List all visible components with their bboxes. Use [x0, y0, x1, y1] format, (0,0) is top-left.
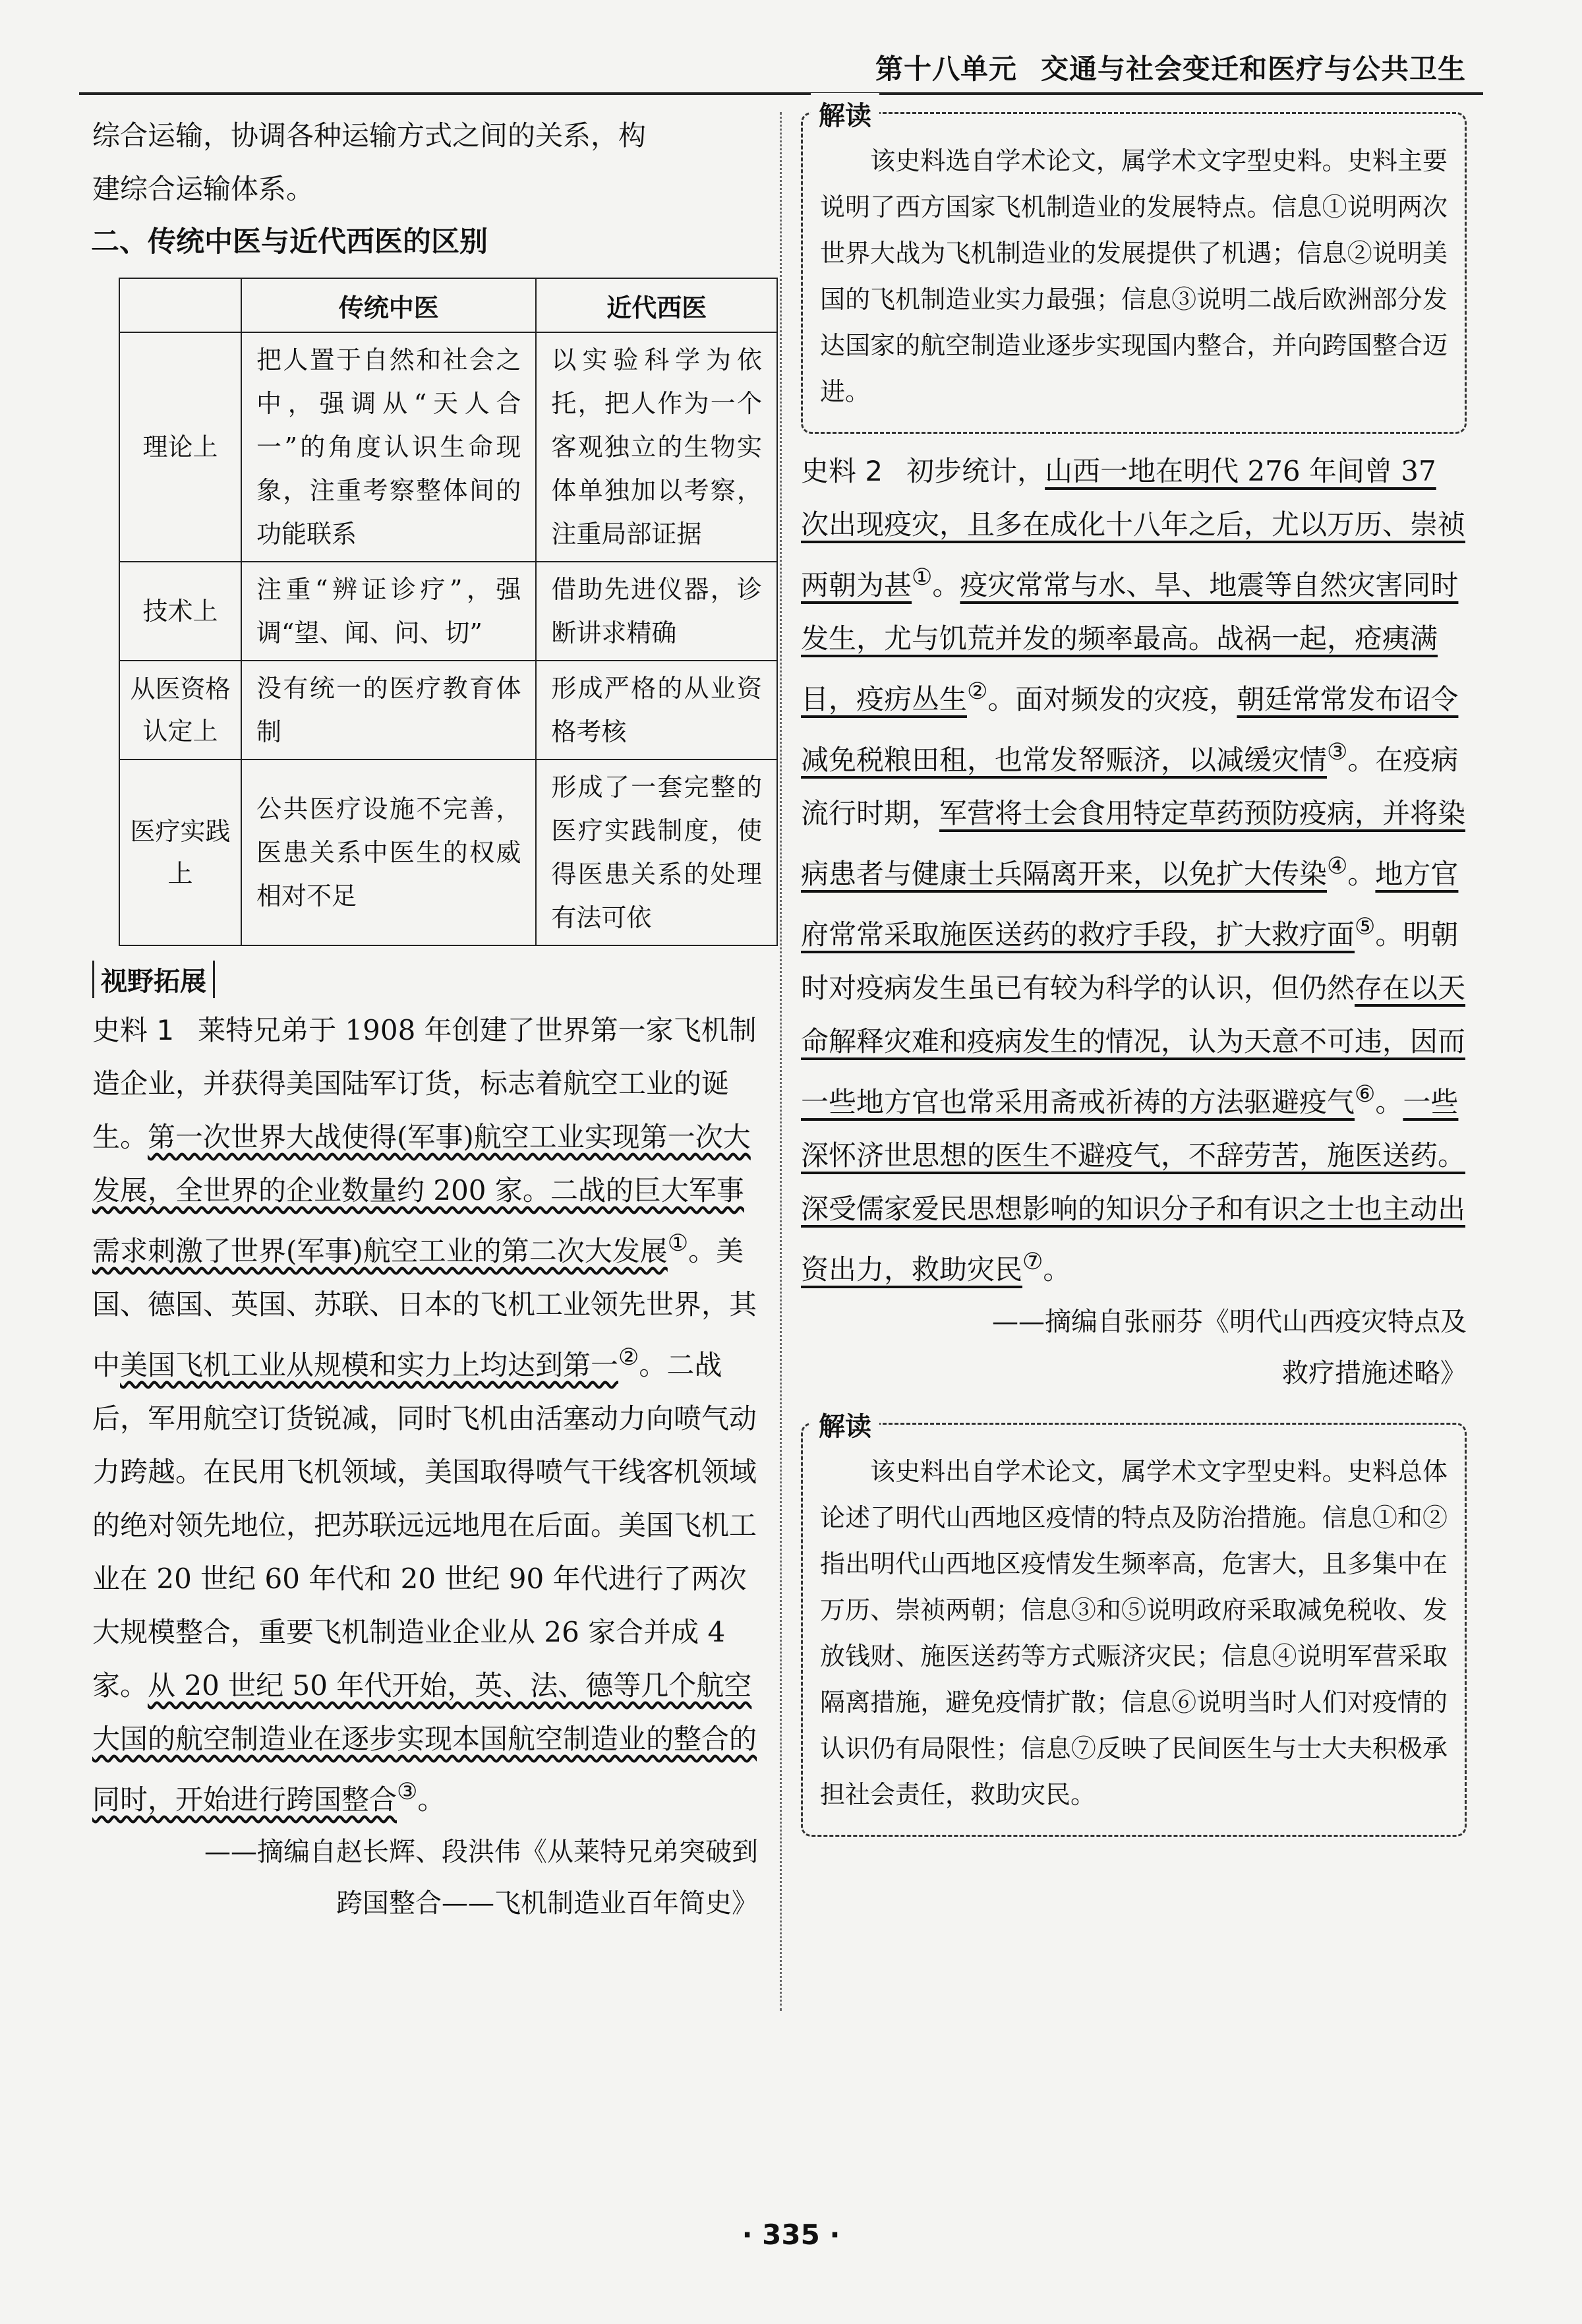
source-line: 跨国整合——飞机制造业百年简史》: [336, 1888, 758, 1919]
m2-text: 。在疫病流行时期，: [801, 744, 1459, 829]
comparison-table: [119, 278, 778, 946]
m2-highlight: 山西一地在明代 276 年间曾 37 次出现疫灾，且多在成化十八年之后，尤以万历、崇祯两朝为甚: [801, 455, 1466, 601]
note-mark: ⑥: [1355, 1081, 1376, 1108]
table-row: [119, 760, 777, 945]
note-mark: ⑤: [1355, 914, 1376, 940]
western-cell: 形成严格的从业资格考核: [536, 661, 777, 760]
m1-text: 。美国、德国、英国、苏联、日本的飞机工业领先世界，其中: [92, 1235, 757, 1381]
m2-text: 。面对频发的灾疫，: [987, 683, 1237, 715]
row-label: 理论上: [119, 332, 241, 562]
section-title: 二、传统中医与近代西医的区别: [91, 225, 488, 258]
header-rule: [79, 92, 1483, 95]
running-header: [875, 47, 1466, 87]
m2-text: 。: [1375, 1086, 1403, 1118]
expand-tag: 视野拓展: [92, 961, 215, 998]
m2-text: 。: [1347, 858, 1376, 890]
western-cell: 形成了一套完整的医疗实践制度，使得医患关系的处理有法可依: [536, 760, 777, 945]
col-header-western: 近代西医: [536, 278, 777, 332]
unit-label: 第十八单元: [875, 53, 1017, 85]
source-line: ——摘编自赵长辉、段洪伟《从莱特兄弟突破到: [204, 1837, 758, 1867]
interpretation-box-1: [801, 101, 1467, 434]
m1-text: 。二战后，军用航空订货锐减，同时飞机由活塞动力向喷气动力跨越。在民用飞机领域，美国取得喷气干线客机领域的绝对领先地位，把苏联远远地甩在后面。美国飞机工业在 20 世纪 60 年代和 20 世纪 90 年代进行了两次大规模整合，重要飞机制造业企业从 26 家合并成 4 家。: [92, 1349, 757, 1702]
interpretation-text: 该史料选自学术论文，属学术文字型史料。史料主要说明了西方国家飞机制造业的发展特点。信息①说明两次世界大战为飞机制造业的发展提供了机遇；信息②说明美国的飞机制造业实力最强；信息③说明二战后欧洲部分发达国家的航空制造业逐步实现国内整合，并向跨国整合迈进。: [820, 146, 1448, 406]
material-2: [801, 444, 1467, 1296]
western-cell: 以实验科学为依托，把人作为一个客观独立的生物实体单独加以考察，注重局部证据: [536, 332, 777, 562]
m2-text: 。: [1043, 1253, 1071, 1286]
right-column: [801, 101, 1467, 1837]
m2-highlight: 军营将士会食用特定草药预防疫病，并将染病患者与健康士兵隔离开来，以免扩大传染: [801, 797, 1466, 890]
tcm-cell: 注重“辨证诊疗”，强调“望、闻、问、切”: [241, 562, 536, 661]
column-divider: [780, 112, 782, 2011]
western-cell: 借助先进仪器，诊断讲求精确: [536, 562, 777, 661]
material-1-source: [92, 1826, 758, 1929]
m1-text: 。: [417, 1783, 446, 1816]
interpretation-text: 该史料出自学术论文，属学术文字型史料。史料总体论述了明代山西地区疫情的特点及防治措施。信息①和②指出明代山西地区疫情发生频率高，危害大，且多集中在万历、崇祯两朝；信息③和⑤说明政府采取减免税收、发放钱财、施医送药等方式赈济灾民；信息④说明军营采取隔离措施，避免疫情扩散；信息⑥说明当时人们对疫情的认识仍有局限性；信息⑦反映了民间医生与士大夫积极承担社会责任，救助灾民。: [820, 1457, 1448, 1809]
m1-highlight-3: 从 20 世纪 50 年代开始，英、法、德等几个航空大国的航空制造业在逐步实现本国航空制造业的整合的同时，开始进行跨国整合: [92, 1669, 757, 1816]
table-row: [119, 562, 777, 661]
m2-highlight: 地方官府常常采取施医送药的救疗手段，扩大救疗面: [801, 858, 1459, 951]
note-mark: ⑦: [1022, 1249, 1043, 1275]
m1-text: 莱特兄弟于 1908 年创建了世界第一家飞机制造企业，并获得美国陆军订货，标志着航空工业的诞生。: [92, 1014, 757, 1153]
row-label: 技术上: [119, 562, 241, 661]
tcm-cell: 公共医疗设施不完善，医患关系中医生的权威相对不足: [241, 760, 536, 945]
source-line: 救疗措施述略》: [1282, 1358, 1467, 1388]
table-header-row: [119, 278, 777, 332]
intro-line-2: 建综合运输体系。: [92, 173, 314, 205]
note-mark: ③: [397, 1779, 418, 1805]
material-1: [92, 1003, 758, 1826]
material-1-label: 史料 1: [92, 1014, 175, 1046]
tcm-cell: 没有统一的医疗教育体制: [241, 661, 536, 760]
note-mark: ①: [912, 564, 933, 591]
m2-highlight: 一些深怀济世思想的医生不避疫气，不辞劳苦，施医送药。深受儒家爱民思想影响的知识分子和有识之士也主动出资出力，救助灾民: [801, 1086, 1466, 1286]
col-header-tcm: 传统中医: [241, 278, 536, 332]
interpretation-title: 解读: [811, 93, 879, 139]
m2-text: 初步统计，: [906, 455, 1045, 487]
m2-highlight: 疫灾常常与水、旱、地震等自然灾害同时发生，尤与饥荒并发的频率最高。战祸一起，疮痍满目，疫疠丛生: [801, 569, 1459, 715]
row-label: 医疗实践上: [119, 760, 241, 945]
note-mark: ②: [967, 678, 988, 705]
m2-highlight: 存在以天命解释灾难和疫病发生的情况，认为天意不可违，因而一些地方官也常采用斋戒祈祷的方法驱避疫气: [801, 972, 1466, 1118]
note-mark: ②: [618, 1344, 639, 1371]
interpretation-title: 解读: [811, 1404, 879, 1450]
m1-highlight-1: 第一次世界大战使得(军事)航空工业实现第一次大发展，全世界的企业数量约 200 家。二战的巨大军事需求刺激了世界(军事)航空工业的第二次大发展: [92, 1121, 751, 1267]
left-column: [91, 109, 762, 1929]
m2-highlight: 朝廷常常发布诏令减免税粮田租，也常发帑赈济，以减缓灾情: [801, 683, 1459, 776]
note-mark: ③: [1327, 739, 1348, 765]
intro-line-1: 综合运输，协调各种运输方式之间的关系，构: [92, 119, 647, 152]
note-mark: ④: [1327, 853, 1348, 879]
table-row: [119, 332, 777, 562]
table-row: [119, 661, 777, 760]
unit-title: 交通与社会变迁和医疗与公共卫生: [1040, 53, 1466, 85]
page-number: · 335 ·: [742, 2219, 840, 2251]
intro-paragraph: [92, 109, 758, 216]
m2-text: 。: [932, 569, 960, 601]
m2-text: 。明朝时对疫病发生虽已有较为科学的认识，但仍然: [801, 918, 1459, 1004]
material-2-source: [801, 1296, 1467, 1399]
material-2-label: 史料 2: [801, 455, 883, 487]
m1-highlight-2: 美国飞机工业从规模和实力上均达到第一: [120, 1349, 619, 1381]
tcm-cell: 把人置于自然和社会之中，强调从“天人合一”的角度认识生命现象，注重考察整体间的功能联系: [241, 332, 536, 562]
note-mark: ①: [667, 1230, 689, 1257]
row-label: 从医资格认定上: [119, 661, 241, 760]
source-line: ——摘编自张丽芬《明代山西疫灾特点及: [992, 1307, 1467, 1337]
interpretation-box-2: [801, 1412, 1467, 1837]
table-corner: [119, 278, 241, 332]
